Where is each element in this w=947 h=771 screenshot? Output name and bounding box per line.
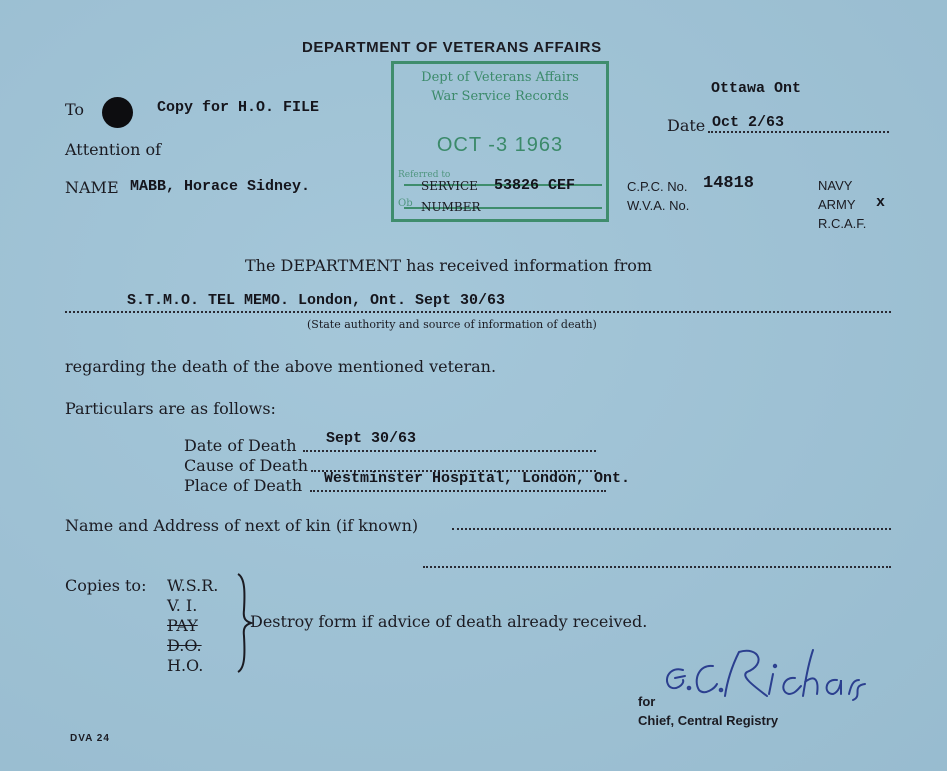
information-intro: The DEPARTMENT has received information from <box>245 256 653 275</box>
service-label: SERVICE <box>421 179 478 193</box>
department-header: DEPARTMENT OF VETERANS AFFAIRS <box>302 39 602 56</box>
received-stamp <box>391 61 609 222</box>
next-of-kin-label: Name and Address of next of kin (if known) <box>65 516 419 535</box>
stamp-fragment-b: Ob <box>398 198 413 209</box>
cause-of-death-label: Cause of Death <box>184 456 309 475</box>
stamp-date: OCT -3 1963 <box>436 134 564 156</box>
service-number-label: NUMBER <box>421 200 481 214</box>
stamp-fragment-a: Referred to <box>398 170 451 180</box>
wva-label: W.V.A. No. <box>627 198 690 213</box>
place-of-death-line <box>310 490 606 492</box>
date-label: Date <box>667 116 706 135</box>
date-value: Oct 2/63 <box>712 114 785 131</box>
date-of-death-value: Sept 30/63 <box>326 430 417 447</box>
copies-label: Copies to: <box>65 576 147 595</box>
army-mark: x <box>876 194 886 211</box>
copy-item: PAY <box>167 616 198 635</box>
particulars-heading: Particulars are as follows: <box>65 399 276 418</box>
stamp-line-1: Dept of Veterans Affairs <box>421 70 579 85</box>
form-code: DVA 24 <box>70 733 110 744</box>
destroy-note: Destroy form if advice of death already received. <box>250 612 648 631</box>
attention-label: Attention of <box>65 140 162 159</box>
signature-image <box>655 640 870 712</box>
regarding-text: regarding the death of the above mentioned veteran. <box>65 357 497 376</box>
signature-title: Chief, Central Registry <box>638 713 779 728</box>
source-hint: (State authority and source of information of death) <box>307 318 597 331</box>
copy-item: V. I. <box>167 596 198 615</box>
cpc-label: C.P.C. No. <box>627 179 688 194</box>
branch-army: ARMY <box>818 197 856 212</box>
branch-rcaf: R.C.A.F. <box>818 216 867 231</box>
location: Ottawa Ont <box>711 80 802 97</box>
next-of-kin-line-2 <box>423 566 891 568</box>
copy-item: D.O. <box>167 636 202 655</box>
name-label: NAME <box>65 178 119 197</box>
copy-item: H.O. <box>167 656 204 675</box>
date-line <box>708 131 889 133</box>
redaction-dot <box>102 97 133 128</box>
service-number-value: 53826 CEF <box>494 177 576 194</box>
stamp-line-2: War Service Records <box>431 89 569 104</box>
copy-item: W.S.R. <box>167 576 219 595</box>
to-label: To <box>65 100 85 119</box>
date-of-death-line <box>303 450 596 452</box>
branch-navy: NAVY <box>818 178 853 193</box>
signature-for-label: for <box>638 694 656 709</box>
veteran-name: MABB, Horace Sidney. <box>130 178 311 195</box>
next-of-kin-line-1 <box>452 528 891 530</box>
place-of-death-value: Westminster Hospital, London, Ont. <box>324 470 631 487</box>
source-line <box>65 311 891 313</box>
information-source: S.T.M.O. TEL MEMO. London, Ont. Sept 30/63 <box>127 292 506 309</box>
cpc-value: 14818 <box>703 174 755 193</box>
date-of-death-label: Date of Death <box>184 436 297 455</box>
copy-for-label: Copy for H.O. FILE <box>157 99 320 116</box>
place-of-death-label: Place of Death <box>184 476 303 495</box>
